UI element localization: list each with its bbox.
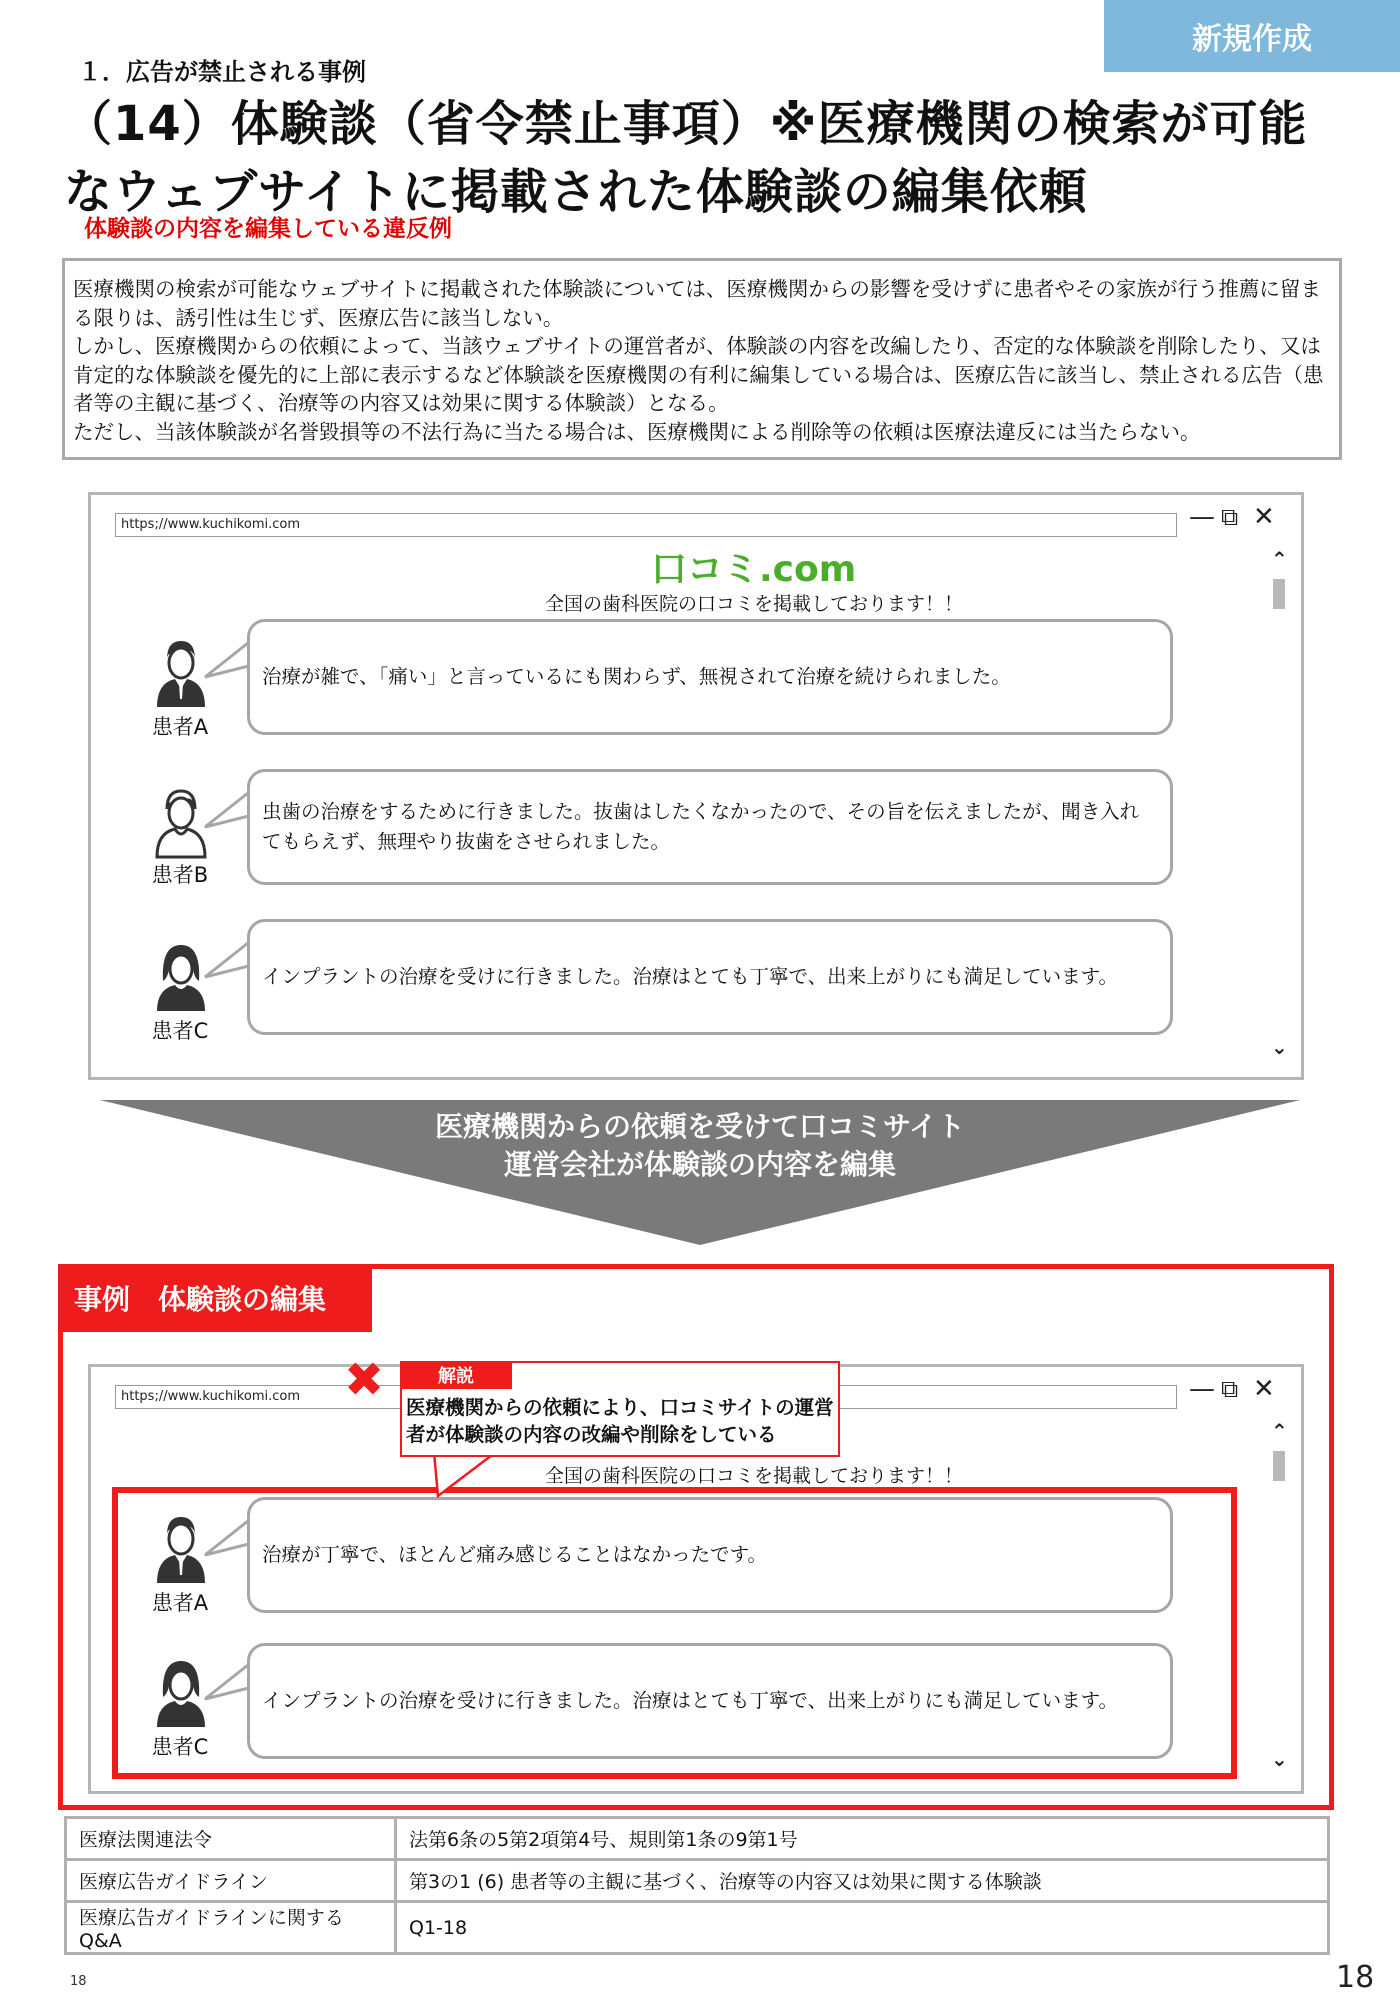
minimize-icon[interactable]: — (1189, 502, 1215, 532)
site-tagline: 全国の歯科医院の口コミを掲載しております！！ (545, 593, 964, 615)
table-key: 医療広告ガイドライン (66, 1860, 396, 1902)
patient-label: 患者A (151, 715, 209, 739)
arrow-text-line: 運営会社が体験談の内容を編集 (503, 1148, 896, 1181)
minimize-icon[interactable]: — (1189, 1374, 1215, 1404)
address-bar[interactable]: https;//www.kuchikomi.com (115, 1385, 1177, 1409)
bubble-tail (201, 935, 253, 981)
review-bubble: インプラントの治療を受けに行きました。治療はとても丁寧で、出来上がりにも満足しています。 (247, 919, 1173, 1035)
arrow-text-line: 医療機関からの依頼を受けて口コミサイト (434, 1110, 966, 1143)
review-bubble: 虫歯の治療をするために行きました。抜歯はしたくなかったので、その旨を伝えましたが、聞き入れてもらえず、無理やり抜歯をさせられました。 (247, 769, 1173, 885)
explanation-paragraph: しかし、医療機関からの依頼によって、当該ウェブサイトの運営者が、体験談の内容を改編したり、否定的な体験談を削除したり、又は肯定的な体験談を優先的に上部に表示するなど体験談を医療機関の有利に編集している場合は、医療広告に該当し、禁止される広告（患者等の主観に基づく、治療等の内容又は効果に関する体験談）となる。 (73, 334, 1324, 415)
callout-heading: 解説 (400, 1361, 512, 1389)
edited-reviews-highlight (112, 1487, 1237, 1779)
browser-window-before (88, 492, 1304, 1080)
table-value: Q1-18 (396, 1902, 1329, 1954)
table-row (66, 1818, 1329, 1860)
explanation-box (62, 258, 1342, 460)
explanation-paragraph: 医療機関の検索が可能なウェブサイトに掲載された体験談については、医療機関からの影響を受けずに患者やその家族が行う推薦に留まる限りは、誘引性は生じず、医療広告に該当しない。 (73, 277, 1321, 330)
table-row (66, 1860, 1329, 1902)
transition-arrow-text (100, 1108, 1300, 1184)
restore-icon[interactable]: ⧉ (1221, 1375, 1239, 1403)
scroll-up-icon[interactable]: ⌃ (1271, 1419, 1288, 1443)
law-reference-table (64, 1816, 1330, 1955)
site-logo: 口コミ.com (651, 549, 857, 590)
scroll-up-icon[interactable]: ⌃ (1271, 547, 1288, 571)
scrollbar-thumb[interactable] (1273, 579, 1285, 609)
patient-label: 患者B (151, 863, 209, 887)
patient-label: 患者C (151, 1735, 209, 1759)
close-icon[interactable]: ✕ (1253, 1374, 1275, 1404)
restore-icon[interactable]: ⧉ (1221, 503, 1239, 531)
scroll-down-icon[interactable]: ⌄ (1271, 1035, 1288, 1059)
review-bubble: インプラントの治療を受けに行きました。治療はとても丁寧で、出来上がりにも満足しています。 (247, 1643, 1173, 1759)
site-tagline: 全国の歯科医院の口コミを掲載しております！！ (545, 1465, 964, 1487)
review-bubble: 治療が雑で、「痛い」と言っているにも関わらず、無視されて治療を続けられました。 (247, 619, 1173, 735)
violation-subtitle: 体験談の内容を編集している違反例 (84, 216, 452, 242)
table-value: 第3の1 (6) 患者等の主観に基づく、治療等の内容又は効果に関する体験談 (396, 1860, 1329, 1902)
case-example-label: 事例 体験談の編集 (58, 1264, 372, 1332)
scroll-down-icon[interactable]: ⌄ (1271, 1747, 1288, 1771)
address-bar[interactable]: https;//www.kuchikomi.com (115, 513, 1177, 537)
x-mark-icon: ✖ (344, 1352, 385, 1408)
footer-page-number-small: 18 (70, 1974, 87, 1989)
bubble-tail (201, 785, 253, 831)
close-icon[interactable]: ✕ (1253, 502, 1275, 532)
explanation-paragraph: ただし、当該体験談が名誉毀損等の不法行為に当たる場合は、医療機関による削除等の依頼は医療法違反には当たらない。 (73, 419, 1201, 444)
page-number: 18 (1336, 1960, 1375, 1995)
review-bubble: 治療が丁寧で、ほとんど痛み感じることはなかったです。 (247, 1497, 1173, 1613)
table-value: 法第6条の5第2項第4号、規則第1条の9第1号 (396, 1818, 1329, 1860)
callout-pointer (430, 1452, 500, 1498)
table-key: 医療広告ガイドラインに関するQ&A (66, 1902, 396, 1954)
patient-label: 患者C (151, 1019, 209, 1043)
table-key: 医療法関連法令 (66, 1818, 396, 1860)
bubble-tail (201, 635, 253, 681)
page-title: （14）体験談（省令禁止事項）※医療機関の検索が可能なウェブサイトに掲載された体験談の編集依頼 (64, 96, 1308, 220)
section-heading: １．広告が禁止される事例 (78, 58, 366, 86)
table-row (66, 1902, 1329, 1954)
callout-text: 医療機関からの依頼により、口コミサイトの運営者が体験談の内容の改編や削除をしている (406, 1396, 834, 1446)
scrollbar-thumb[interactable] (1273, 1451, 1285, 1481)
new-creation-badge: 新規作成 (1104, 0, 1400, 72)
patient-label: 患者A (151, 1591, 209, 1615)
